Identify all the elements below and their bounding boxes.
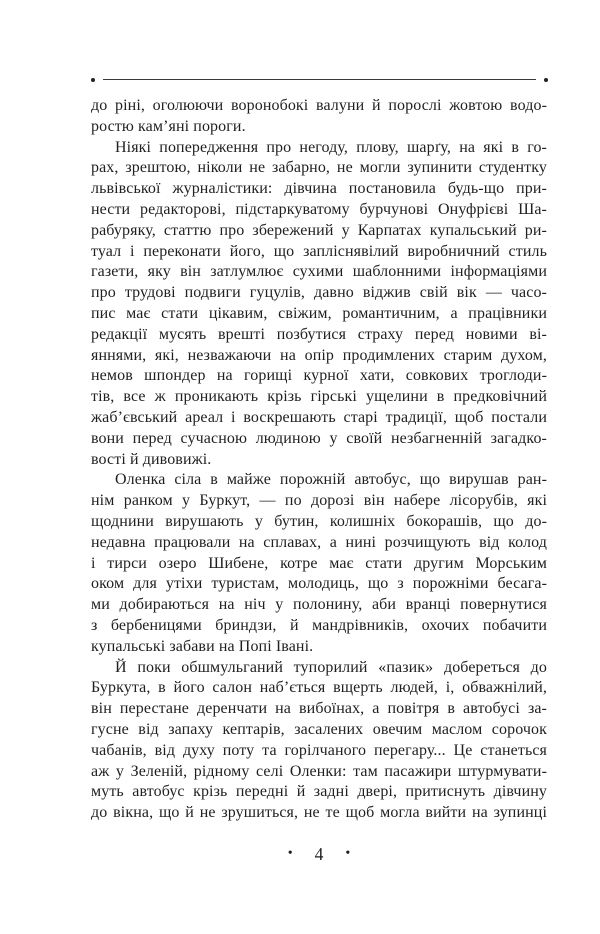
page-footer — [91, 844, 547, 865]
text-line: недавна працювали на сплавах, а нині розчищують від колод — [91, 533, 547, 551]
text-block — [91, 96, 547, 824]
text-line: Й поки обшмульганий тупорилий «пазик» добереться до — [115, 658, 547, 676]
text-line: туал і переконати його, що запліснявілий виробничний стиль — [91, 242, 547, 260]
text-line: нім ранком у Буркут, — по дорозі він набере лісорубів, які — [91, 492, 547, 510]
text-line: аж у Зеленій, рідному селі Оленки: там пасажири штурмувати- — [91, 762, 547, 780]
text-line: ми добираються на ніч у полонину, аби вранці повернутися — [91, 596, 547, 614]
ornament-left-dot-icon — [91, 78, 95, 82]
page-number: 4 — [314, 844, 324, 864]
text-line: львівської журналістики: дівчина постановила будь-що при- — [91, 180, 547, 198]
paragraph — [91, 470, 547, 657]
text-line: про трудові подвиги гуцулів, давно віджив свій вік — часо- — [91, 284, 547, 302]
text-line: оком для утіхи туристам, молодиць, що з порожніми бесага- — [91, 575, 547, 593]
text-line: до вікна, що й не зрушиться, не те щоб могла вийти на зупинці — [91, 804, 547, 822]
text-line: до ріні, оголюючи воронобокі валуни й порослі жовтою водо- — [91, 97, 547, 114]
text-line: і тирси озеро Шибене, котре має стати другим Морським — [91, 554, 547, 572]
text-line: чабанів, від духу поту та горілчаного перегару... Це станеться — [91, 741, 547, 759]
text-line: Буркута, в його салон наб’ється вщерть людей, і, обважнілий, — [91, 679, 547, 697]
text-line: купальські забави на Попі Івані. — [91, 637, 314, 655]
ornament-rule — [103, 79, 536, 81]
paragraph — [91, 138, 547, 471]
text-line: рах, зрештою, ніколи не забарно, не могли зупинити студентку — [91, 159, 547, 177]
text-line: рабуряку, статтю про збережений у Карпатах купальський ри- — [91, 221, 547, 239]
paragraph — [91, 96, 547, 138]
text-line: нести редакторові, підстаркуватому бурчунові Онуфрієві Ша- — [91, 200, 547, 218]
text-line: редакції мусять врешті позбутися страху перед новими ві- — [91, 325, 547, 343]
text-line: ростю кам’яні пороги. — [91, 117, 246, 135]
header-ornament — [91, 77, 548, 82]
folio-bullet-right-icon: • — [345, 846, 351, 861]
text-line: щоднини вирушають у бутин, колишніх бокорашів, що до- — [91, 512, 547, 530]
text-line: вони перед сучасною людиною у своїй незбагненній загадко- — [91, 429, 547, 447]
text-line: пис має стати цікавим, свіжим, романтичним, а працівники — [91, 304, 547, 322]
text-line: яннями, які, незважаючи на опір продимлених старим духом, — [91, 346, 547, 364]
text-line: він перестане деренчати на вибоїнах, а повітря в автобусі за- — [91, 700, 547, 718]
text-line: Ніякі попередження про негоду, плову, шарґу, на які в го- — [115, 138, 547, 156]
text-line: гусне від запаху кептарів, засалених овечим маслом сорочок — [91, 720, 547, 738]
folio-bullet-left-icon: • — [287, 846, 293, 861]
text-line: жаб’євський ареал і воскрешають старі традиції, щоб постали — [91, 408, 547, 426]
text-line: вості й дивовижі. — [91, 450, 212, 468]
paragraph — [91, 658, 547, 824]
text-line: немов шпондер на горищі курної хати, совкових троглоди- — [91, 367, 547, 385]
text-line: муть автобус крізь передні й задні двері, притиснуть дівчину — [91, 783, 547, 801]
text-line: газети, яку він затлумлює сухими шаблонними інформаціями — [91, 263, 547, 281]
text-line: Оленка сіла в майже порожній автобус, що вирушав ран- — [115, 471, 547, 489]
ornament-right-dot-icon — [544, 78, 548, 82]
text-line: з бербеницями бриндзи, й мандрівників, охочих побачити — [91, 616, 547, 634]
text-line: тів, все ж проникають крізь гірські ущелини в предковічний — [91, 388, 547, 406]
